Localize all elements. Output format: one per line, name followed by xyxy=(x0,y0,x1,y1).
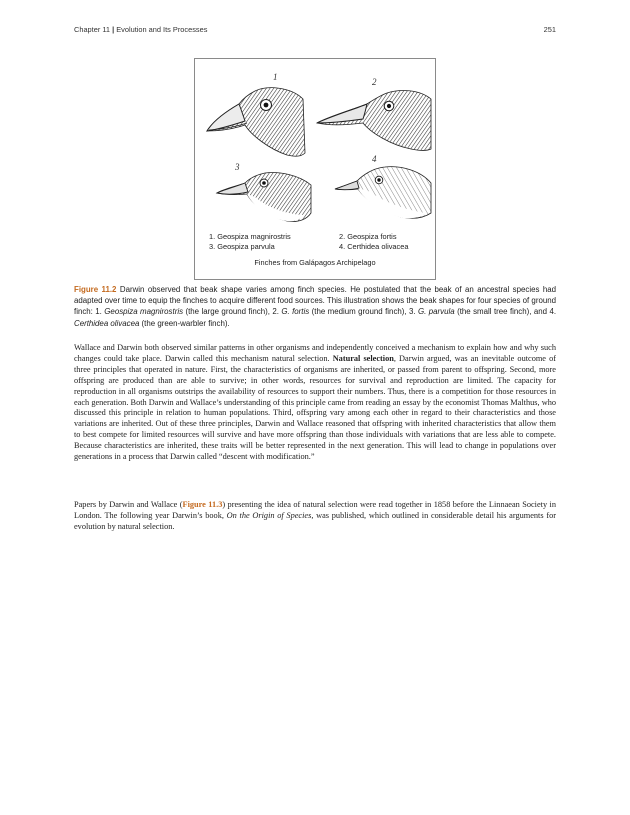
figure-11-3-link[interactable]: Figure 11.3 xyxy=(182,500,223,509)
legend-item-3: 3. Geospiza parvula xyxy=(209,242,275,251)
chapter-title: Evolution and Its Processes xyxy=(116,25,208,34)
caption-species-3: G. parvula xyxy=(418,307,455,317)
finch-3-number: 3 xyxy=(235,162,240,172)
species-legend xyxy=(209,232,429,252)
paragraph-2-text-b: ) presenting the idea of natural selection were read together in 1858 before the Linnaean Society in London. The following year Darwin’s book, xyxy=(74,500,556,520)
finch-figure xyxy=(194,58,436,280)
term-natural-selection: Natural selection xyxy=(332,353,394,363)
paragraph-1-text-a: Wallace and Darwin both observed similar patterns in other organisms and independently conceived a mechanism to explain how and why such changes could take place. Darwin called this mechanism natural selection. xyxy=(74,343,556,363)
legend-item-1: 1. Geospiza magnirostris xyxy=(209,232,291,241)
caption-text-3: (the medium ground finch), 3. xyxy=(309,307,419,317)
caption-text-1: Darwin observed that beak shape varies among finch species. He postulated that the beak of an ancestral species had adapted over time to equip the finches to acquire different food sources. This illustration shows the beak shapes for four species of ground finch: 1. xyxy=(74,285,556,317)
legend-item-2: 2. Geospiza fortis xyxy=(339,232,397,241)
finch-4-drawing xyxy=(335,167,431,219)
caption-text-5: (the green-warbler finch). xyxy=(139,318,230,328)
caption-species-2: G. fortis xyxy=(281,307,310,317)
figure-inner-caption: Finches from Galápagos Archipelago xyxy=(254,258,376,267)
body-paragraph-2 xyxy=(74,500,556,533)
page-number: 251 xyxy=(543,25,556,34)
figure-label: Figure 11.2 xyxy=(74,285,117,294)
paragraph-2-text-a: Papers by Darwin and Wallace ( xyxy=(74,500,183,509)
running-header: Chapter 11 | Evolution and Its Processes 251 xyxy=(74,25,556,34)
figure-caption xyxy=(74,284,556,329)
book-title: On the Origin of Species xyxy=(226,510,312,520)
caption-species-1: Geospiza magnirostris xyxy=(104,307,184,317)
finch-1-number: 1 xyxy=(273,72,278,82)
paragraph-2-text-c: , was published, which outlined in considerable detail his arguments for evolution by natural selection. xyxy=(74,510,556,531)
finch-2-drawing xyxy=(317,91,431,151)
finch-3-drawing xyxy=(217,173,311,222)
body-paragraph-1 xyxy=(74,343,556,463)
legend-item-4: 4. Certhidea olivacea xyxy=(339,242,409,251)
caption-text-4: (the small tree finch), and 4. xyxy=(454,307,557,317)
caption-species-4: Certhidea olivacea xyxy=(74,318,140,328)
caption-text-2: (the large ground finch), 2. xyxy=(183,307,282,317)
paragraph-1-text-b: , Darwin argued, was an inevitable outcome of three principles that operated in nature. First, the characteristics of organisms are inherited, or passed from parent to offspring. Second, more offspring are produced than are able to survive; in other words, resources for survival and reproduction are limited. The capacity for reproduction in all organisms outstrips the availability of resources to support their numbers. Thus, there is a competition for those resources in each generation. Both Darwin and Wallace’s understanding of this principle came from reading an essay by the economist Thomas Malthus, who discussed this principle in relation to human populations. Third, offspring vary among each other in regard to their characteristics and those variations are inherited. Out of these three principles, Darwin and Wallace reasoned that offspring with inherited characteristics that allow them to best compete for limited resources will survive and have more offspring than those individuals with variations that are less able to compete. Because characteristics are inherited, these traits will be better represented in the next generation. This will lead to change in populations over generations in a process that Darwin called “descent with modification.” xyxy=(74,353,557,462)
finch-1-drawing xyxy=(207,88,305,157)
finch-4-number: 4 xyxy=(372,154,377,164)
chapter-number: Chapter 11 xyxy=(74,25,111,34)
finch-2-number: 2 xyxy=(372,77,377,87)
